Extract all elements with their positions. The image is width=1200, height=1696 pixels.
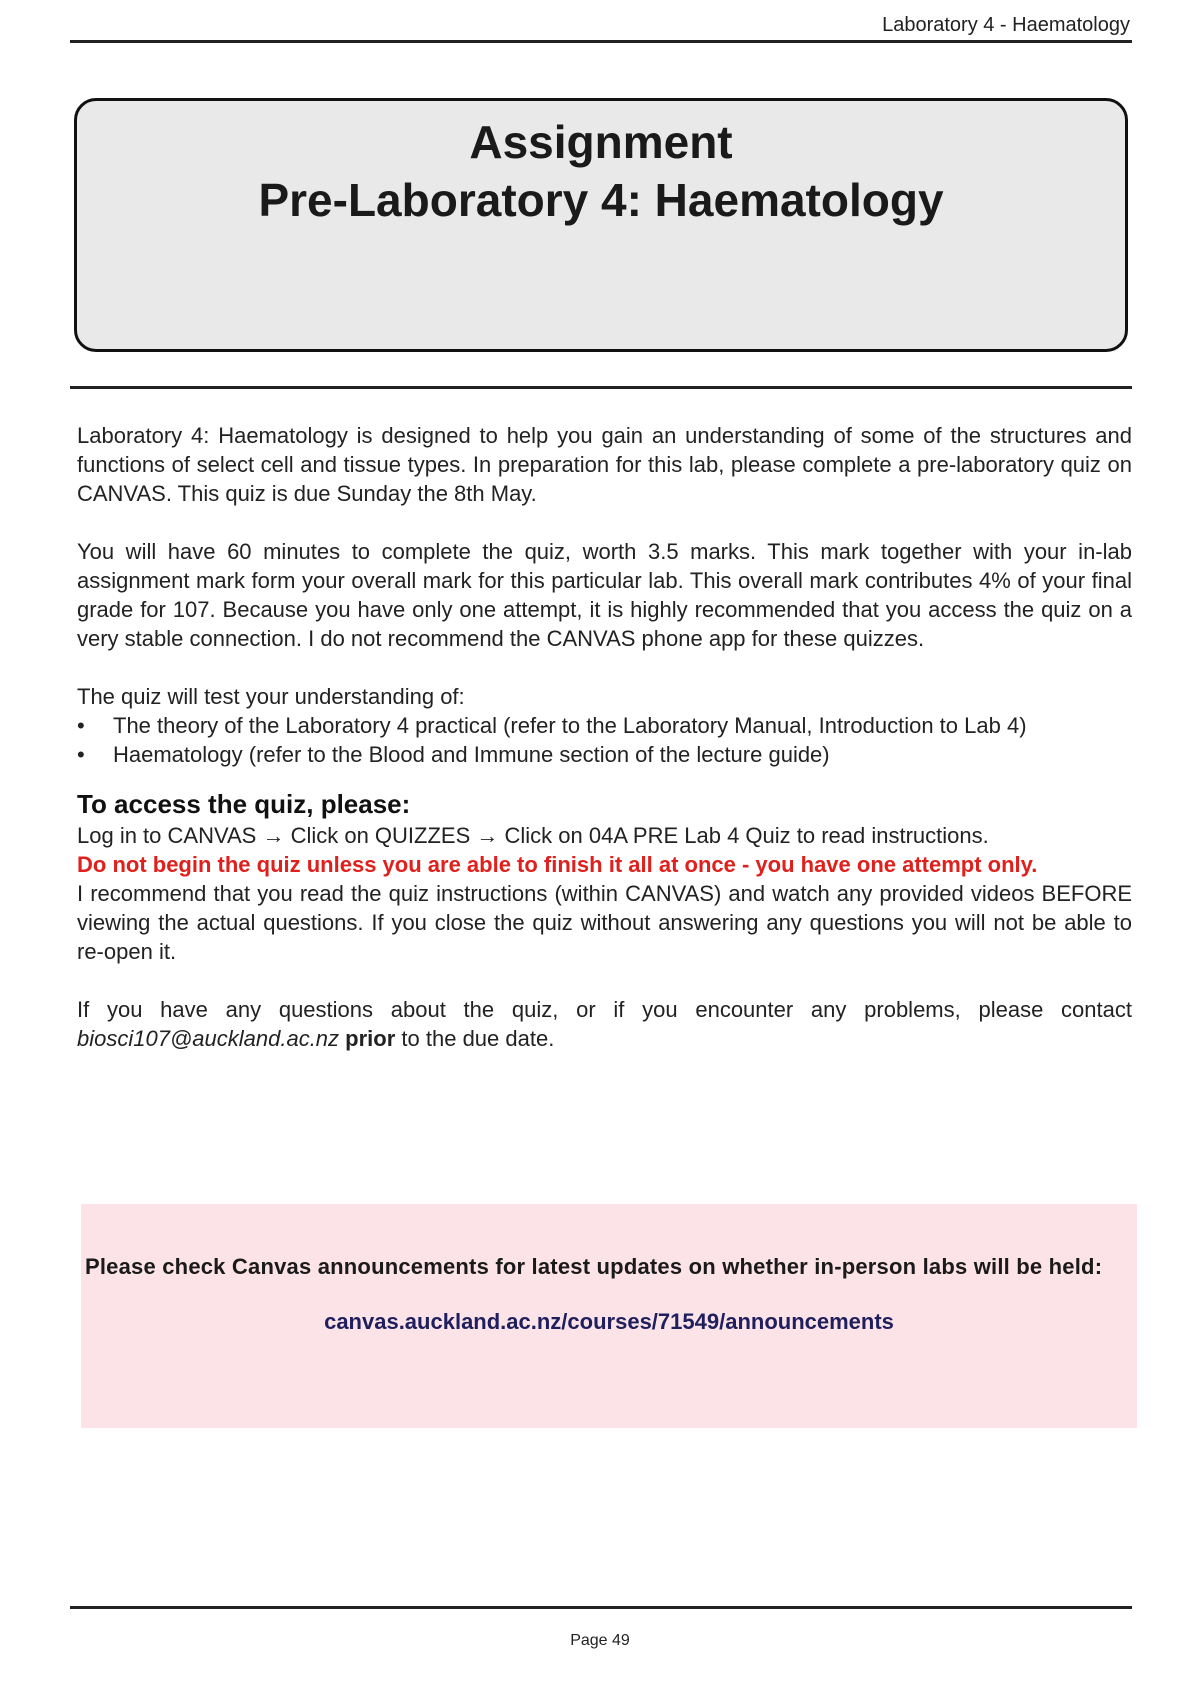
- recommendation-paragraph: I recommend that you read the quiz instructions (within CANVAS) and watch any provided videos BEFORE viewing the actual questions. If you close the quiz without answering any questions you will not be able to re-open it.: [77, 881, 1132, 964]
- footer-rule: [70, 1606, 1132, 1609]
- contact-suffix: to the due date.: [395, 1026, 555, 1051]
- topic-text: The theory of the Laboratory 4 practical (refer to the Laboratory Manual, Introduction to Lab 4): [113, 713, 1027, 738]
- callout-text: Please check Canvas announcements for latest updates on whether in-person labs will be held:: [85, 1254, 1103, 1279]
- access-heading: To access the quiz, please:: [77, 789, 411, 819]
- intro-paragraph: Laboratory 4: Haematology is designed to help you gain an understanding of some of the structures and functions of select cell and tissue types. In preparation for this lab, please complete a pre-laboratory quiz on CANVAS. This quiz is due Sunday the 8th May.: [77, 423, 1132, 506]
- topics-list: [77, 711, 1132, 769]
- list-item: [77, 740, 1132, 769]
- header-rule: [70, 40, 1132, 43]
- contact-prefix: If you have any questions about the quiz, or if you encounter any problems, please contact: [77, 997, 1132, 1022]
- section-rule: [70, 386, 1132, 389]
- contact-email-link[interactable]: biosci107@auckland.ac.nz: [77, 1026, 340, 1051]
- body-text: [77, 421, 1132, 1053]
- announcements-link[interactable]: canvas.auckland.ac.nz/courses/71549/announcements: [324, 1309, 894, 1334]
- quiz-details-paragraph: You will have 60 minutes to complete the quiz, worth 3.5 marks. This mark together with your in-lab assignment mark form your overall mark for this particular lab. This overall mark contributes 4% of your final grade for 107. Because you have only one attempt, it is highly recommended that you access the quiz on a very stable connection. I do not recommend the CANVAS phone app for these quizzes.: [77, 539, 1132, 651]
- page-number: Page 49: [570, 1632, 630, 1649]
- contact-paragraph: [77, 995, 1132, 1053]
- topics-intro: The quiz will test your understanding of:: [77, 684, 465, 709]
- running-header: Laboratory 4 - Haematology: [882, 14, 1130, 36]
- title-line-assignment: Assignment: [469, 116, 733, 168]
- announcement-callout: [81, 1204, 1137, 1428]
- bullet-icon: •: [77, 713, 85, 738]
- list-item: [77, 711, 1132, 740]
- bullet-icon: •: [77, 742, 85, 767]
- prior-emphasis: prior: [345, 1026, 396, 1051]
- title-line-lab: Pre-Laboratory 4: Haematology: [258, 174, 944, 226]
- one-attempt-warning: Do not begin the quiz unless you are able to finish it all at once - you have one attempt only.: [77, 852, 1038, 877]
- access-steps: Log in to CANVAS → Click on QUIZZES → Click on 04A PRE Lab 4 Quiz to read instructions.: [77, 823, 989, 848]
- topic-text: Haematology (refer to the Blood and Immune section of the lecture guide): [113, 742, 830, 767]
- title-box: [74, 98, 1128, 352]
